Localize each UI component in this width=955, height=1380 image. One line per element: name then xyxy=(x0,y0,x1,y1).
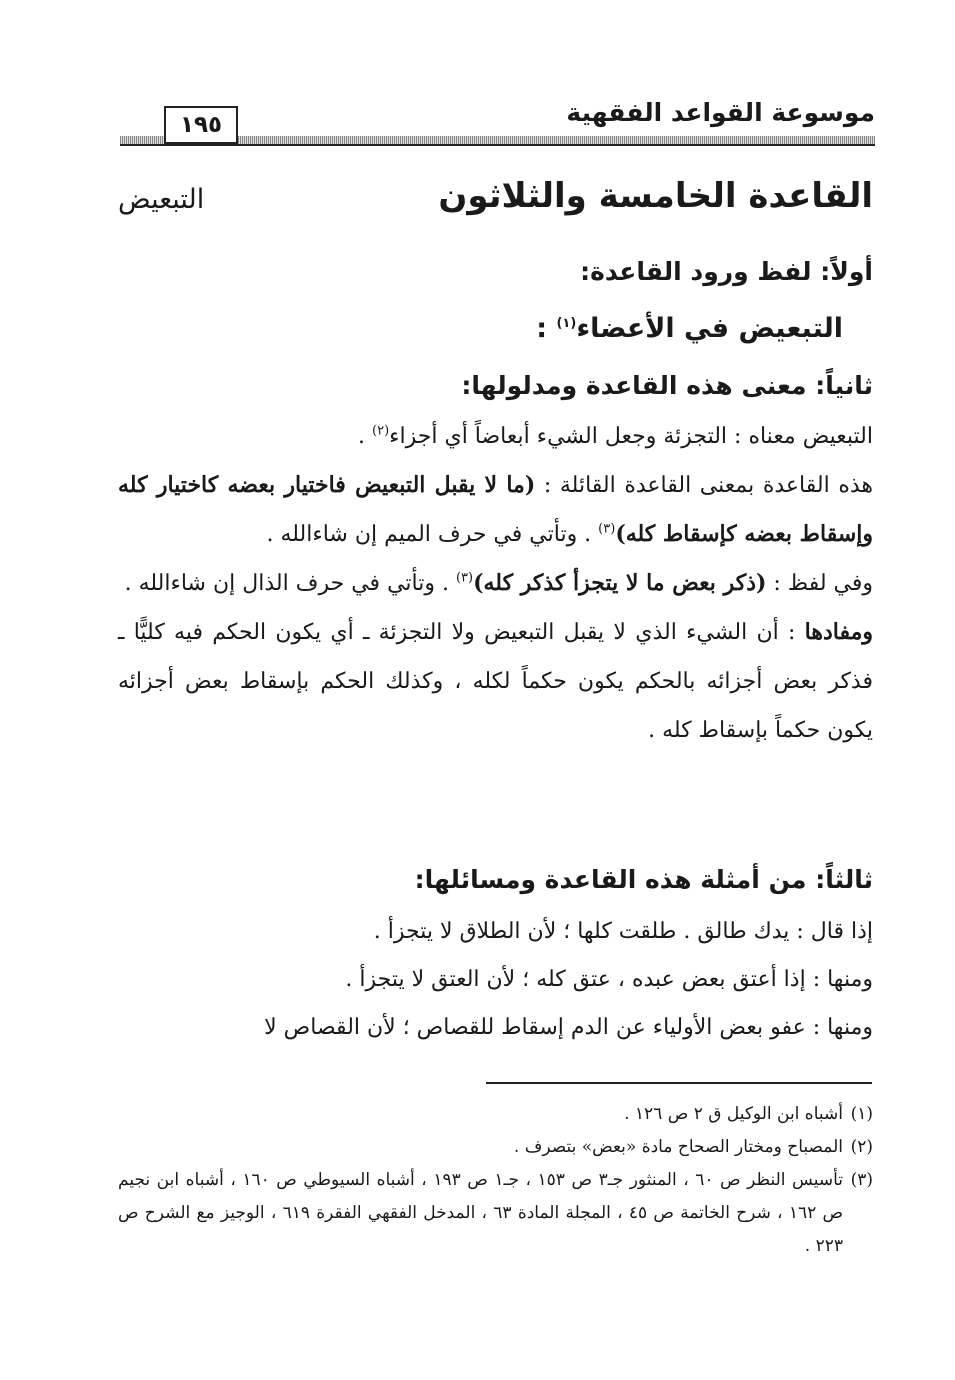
footnote-ref: (٣) xyxy=(455,570,474,586)
meaning-paragraph-3 xyxy=(118,559,873,608)
example-1: إذا قال : يدك طالق . طلقت كلها ؛ لأن الطلاق لا يتجزأ . xyxy=(373,919,873,944)
footnote xyxy=(118,1098,873,1131)
rule-heading: القاعدة الخامسة والثلاثون xyxy=(438,176,873,216)
page-header xyxy=(120,92,875,152)
section-heading-second: ثانياً: معنى هذه القاعدة ومدلولها: xyxy=(461,371,873,400)
meaning-quote-2: (ما لا يقبل التبعيض فاختيار بعضه كاختيار كله وإسقاط بعضه كإسقاط كله) xyxy=(118,472,873,547)
meaning-label-4: ومفادها xyxy=(804,619,873,645)
footnote-number: (١) xyxy=(850,1104,873,1124)
page-number: ١٩٥ xyxy=(164,106,238,144)
meaning-text-4: : أن الشيء الذي لا يقبل التبعيض ولا التجزئة ـ أي يكون الحكم فيه كليًّا ـ فذكر بعض أجزائه بالحكم يكون حكماً لكله ، وكذلك الحكم بإسقاط بعض أجزائه يكون حكماً بإسقاط كله . xyxy=(118,620,873,743)
footnote-ref: (٢) xyxy=(372,423,390,439)
footnote-number: (٢) xyxy=(850,1137,873,1157)
meaning-end-2: . وتأتي في حرف الميم إن شاءالله . xyxy=(266,522,599,547)
section-heading-third: ثالثاً: من أمثلة هذه القاعدة ومسائلها: xyxy=(414,865,873,894)
meaning-text-1: التبعيض معناه : التجزئة وجعل الشيء أبعاضاً أي أجزاء xyxy=(389,424,873,449)
rule-text: التبعيض في الأعضاء$^{(١)}$ : xyxy=(536,313,843,344)
footnote-separator xyxy=(486,1082,872,1084)
example-2: ومنها : إذا أعتق بعض عبده ، عتق كله ؛ لأن العتق لا يتجزأ . xyxy=(345,967,873,992)
section-meaning xyxy=(118,412,873,755)
section-examples xyxy=(118,852,873,1052)
meaning-paragraph-1 xyxy=(118,412,873,461)
footnote-number: (٣) xyxy=(850,1170,873,1190)
meaning-text-3: وفي لفظ : xyxy=(766,571,873,596)
running-title: موسوعة القواعد الفقهية xyxy=(566,98,875,127)
footnote-ref: (٣) xyxy=(598,521,616,537)
footnote-text: تأسيس النظر ص ٦٠ ، المنثور جـ٣ ص ١٥٣ ، جـ١ ص ١٩٣ ، أشباه السيوطي ص ١٦٠ ، أشباه ابن نجيم ص ١٦٢ ، شرح الخاتمة ص ٤٥ ، المجلة المادة ٦٣ ، المدخل الفقهي الفقرة ٦١٩ ، الوجيز مع الشرح ص ٢٢٣ . xyxy=(118,1170,844,1256)
footnotes xyxy=(118,1098,873,1263)
section-heading-first: أولاً: لفظ ورود القاعدة: xyxy=(580,257,873,286)
rule-keyword: التبعيض xyxy=(118,184,205,215)
example-3: ومنها : عفو بعض الأولياء عن الدم إسقاط للقصاص ؛ لأن القصاص لا xyxy=(264,1015,873,1040)
meaning-text-2: هذه القاعدة بمعنى القاعدة القائلة : xyxy=(535,473,873,498)
footnote-text: المصباح ومختار الصحاح مادة «بعض» بتصرف . xyxy=(513,1137,843,1157)
footnote xyxy=(118,1164,873,1263)
meaning-paragraph-2 xyxy=(118,461,873,559)
rule-text-body: التبعيض في الأعضاء xyxy=(576,313,843,344)
section-first xyxy=(118,244,873,414)
footnote-ref: (١) xyxy=(556,316,577,331)
footnote xyxy=(118,1131,873,1164)
meaning-quote-3: (ذكر بعض ما لا يتجزأ كذكر كله) xyxy=(473,570,767,596)
meaning-paragraph-4 xyxy=(118,608,873,755)
meaning-end-3: . وتأتي في حرف الذال إن شاءالله . xyxy=(124,571,456,596)
footnote-text: أشباه ابن الوكيل ق ٢ ص ١٢٦ . xyxy=(624,1104,843,1124)
meaning-end-1: . xyxy=(358,424,373,449)
